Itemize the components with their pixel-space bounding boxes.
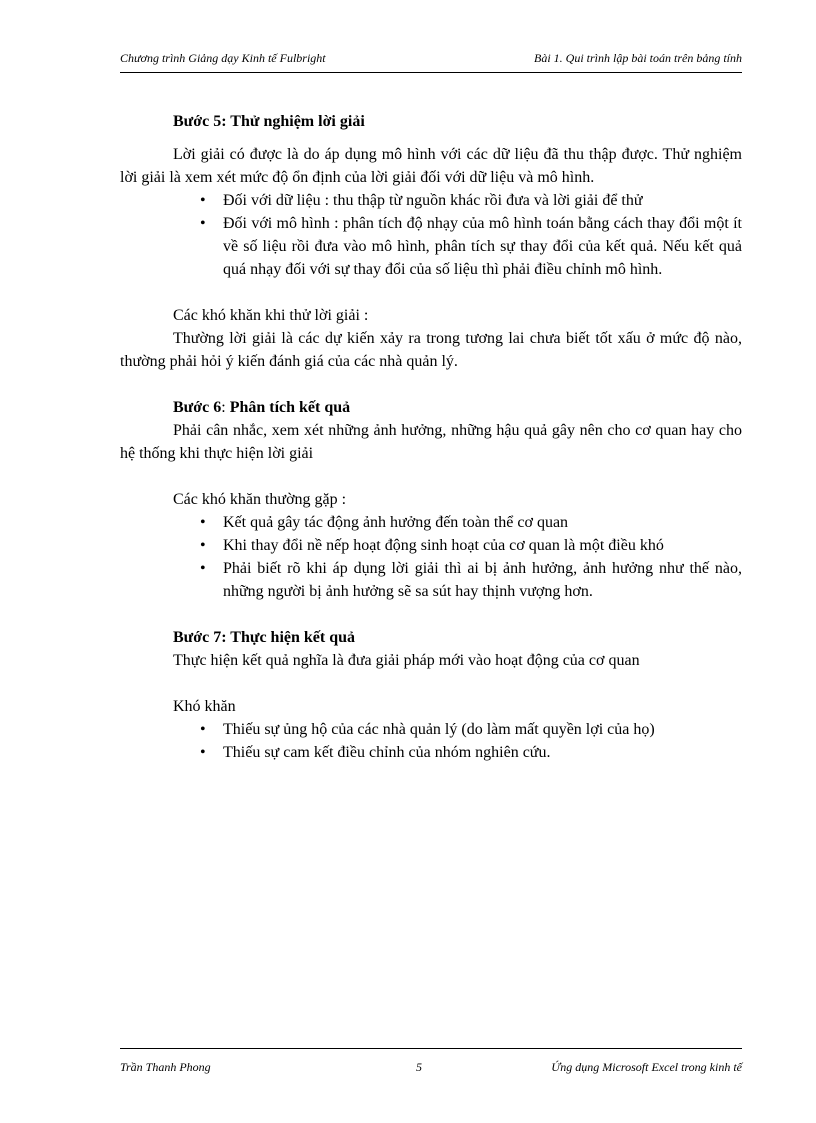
list-item: • Đối với mô hình : phân tích độ nhạy của mô hình toán bằng cách thay đổi một ít về số liệu rồi đưa vào mô hình, phân tích sự thay đổi của kết quả. Nếu kết quả quá nhạy đối với sự thay đổi của số liệu thì phải điều chỉnh mô hình. bbox=[120, 212, 742, 281]
step7-heading: Bước 7: Thực hiện kết quả bbox=[173, 629, 356, 646]
bullet-icon: • bbox=[200, 721, 206, 738]
step7-paragraph: Thực hiện kết quả nghĩa là đưa giải pháp mới vào hoạt động của cơ quan bbox=[173, 652, 640, 669]
list-item: • Khi thay đổi nề nếp hoạt động sinh hoạt của cơ quan là một điều khó bbox=[120, 534, 742, 557]
list-item: • Đối với dữ liệu : thu thập từ nguồn khác rồi đưa và lời giải để thử bbox=[120, 189, 742, 212]
list-item: • Kết quả gây tác động ảnh hưởng đến toàn thể cơ quan bbox=[120, 511, 742, 534]
header-rule bbox=[120, 72, 742, 73]
step7-difficulties-label: Khó khăn bbox=[173, 698, 236, 715]
bullet-icon: • bbox=[200, 215, 206, 232]
bullet-icon: • bbox=[200, 560, 206, 577]
step5-difficulties-text: Thường lời giải là các dự kiến xảy ra trong tương lai chưa biết tốt xấu ở mức độ nào, thường phải hỏi ý kiến đánh giá của các nhà quản lý. bbox=[120, 330, 742, 370]
step5-heading: Bước 5: Thử nghiệm lời giải bbox=[173, 113, 365, 130]
header-course: Chương trình Giảng dạy Kinh tế Fulbright bbox=[120, 51, 326, 65]
list-item: • Thiếu sự ủng hộ của các nhà quản lý (do làm mất quyền lợi của họ) bbox=[120, 718, 742, 741]
footer-rule bbox=[120, 1048, 742, 1049]
header-lesson: Bài 1. Qui trình lập bài toán trên bảng tính bbox=[533, 51, 742, 65]
step5-list bbox=[120, 189, 742, 281]
step6-difficulties-label: Các khó khăn thường gặp : bbox=[173, 491, 347, 508]
step6-paragraph: Phải cân nhắc, xem xét những ảnh hưởng, những hậu quả gây nên cho cơ quan hay cho hệ thống khi thực hiện lời giải bbox=[120, 422, 742, 462]
step7-list bbox=[120, 718, 742, 764]
document-body bbox=[120, 100, 742, 764]
list-item: • Phải biết rõ khi áp dụng lời giải thì ai bị ảnh hưởng, ảnh hưởng như thế nào, những người bị ảnh hưởng sẽ sa sút hay thịnh vượng hơn. bbox=[120, 557, 742, 603]
step5-paragraph: Lời giải có được là do áp dụng mô hình với các dữ liệu đã thu thập được. Thử nghiệm lời giải là xem xét mức độ ổn định của lời giải đối với dữ liệu và mô hình. bbox=[120, 146, 742, 186]
step6-heading: Bước 6: Phân tích kết quả bbox=[173, 399, 351, 416]
bullet-icon: • bbox=[200, 514, 206, 531]
step6-list bbox=[120, 511, 742, 603]
bullet-icon: • bbox=[200, 537, 206, 554]
footer-author: Trần Thanh Phong bbox=[120, 1060, 211, 1074]
page-number: 5 bbox=[416, 1060, 422, 1074]
step5-difficulties-label: Các khó khăn khi thử lời giải : bbox=[173, 307, 369, 324]
list-item: • Thiếu sự cam kết điều chỉnh của nhóm nghiên cứu. bbox=[120, 741, 742, 764]
bullet-icon: • bbox=[200, 192, 206, 209]
bullet-icon: • bbox=[200, 744, 206, 761]
footer-title: Ứng dụng Microsoft Excel trong kinh tế bbox=[551, 1060, 742, 1074]
